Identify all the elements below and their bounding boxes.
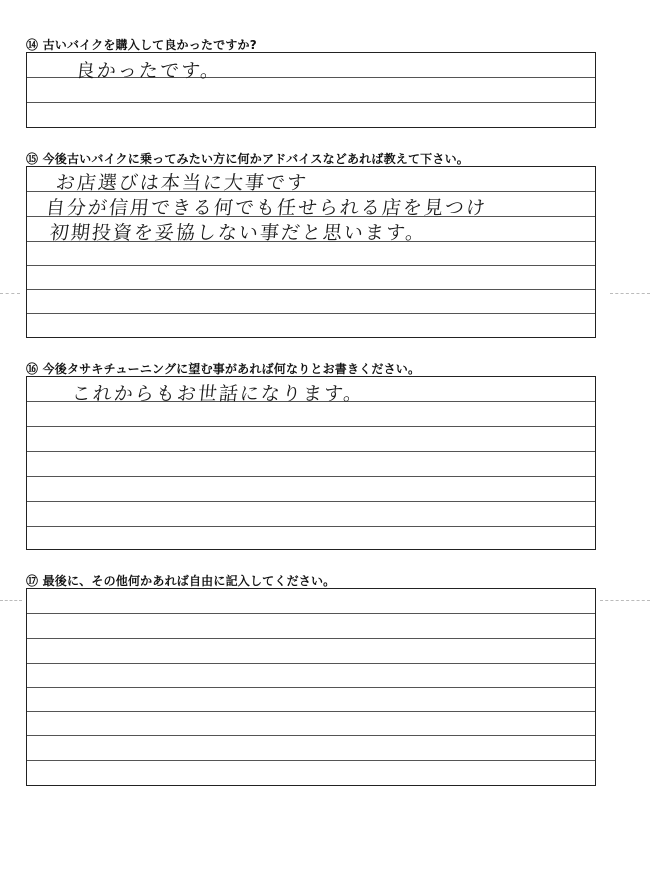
question-14-label: ⑭ 古いバイクを購入して良かったですか? (26, 38, 257, 52)
answer-line (27, 102, 595, 103)
answer-line (27, 526, 595, 527)
scan-artifact (0, 600, 22, 601)
answer-line (27, 501, 595, 502)
question-15-handwritten-line-2: 自分が信用できる何でも任せられる店を見つけ (44, 197, 489, 219)
answer-line (27, 313, 595, 314)
question-17-label: ⑰ 最後に、その他何かあれば自由に記入してください。 (26, 574, 336, 588)
answer-line (27, 451, 595, 452)
answer-line (27, 426, 595, 427)
scan-artifact (0, 293, 20, 294)
scan-artifact (610, 293, 650, 294)
answer-line (27, 687, 595, 688)
answer-line (27, 663, 595, 664)
question-16-handwritten-answer: これからもお世話になります。 (70, 383, 366, 405)
question-16-label: ⑯ 今後タサキチューニングに望む事があれば何なりとお書きください。 (26, 362, 421, 376)
answer-line (27, 476, 595, 477)
scan-artifact (600, 600, 650, 601)
question-17-answer-box (26, 588, 596, 786)
answer-line (27, 711, 595, 712)
answer-line (27, 265, 595, 266)
question-15-handwritten-line-1: お店選びは本当に大事です (54, 172, 310, 194)
answer-line (27, 613, 595, 614)
answer-line (27, 760, 595, 761)
question-14-handwritten-answer: 良かったです。 (74, 60, 223, 82)
question-15-handwritten-line-3: 初期投資を妥協しない事だと思います。 (48, 222, 428, 244)
question-15-label: ⑮ 今後古いバイクに乗ってみたい方に何かアドバイスなどあれば教えて下さい。 (26, 152, 469, 166)
answer-line (27, 638, 595, 639)
answer-line (27, 735, 595, 736)
answer-line (27, 289, 595, 290)
